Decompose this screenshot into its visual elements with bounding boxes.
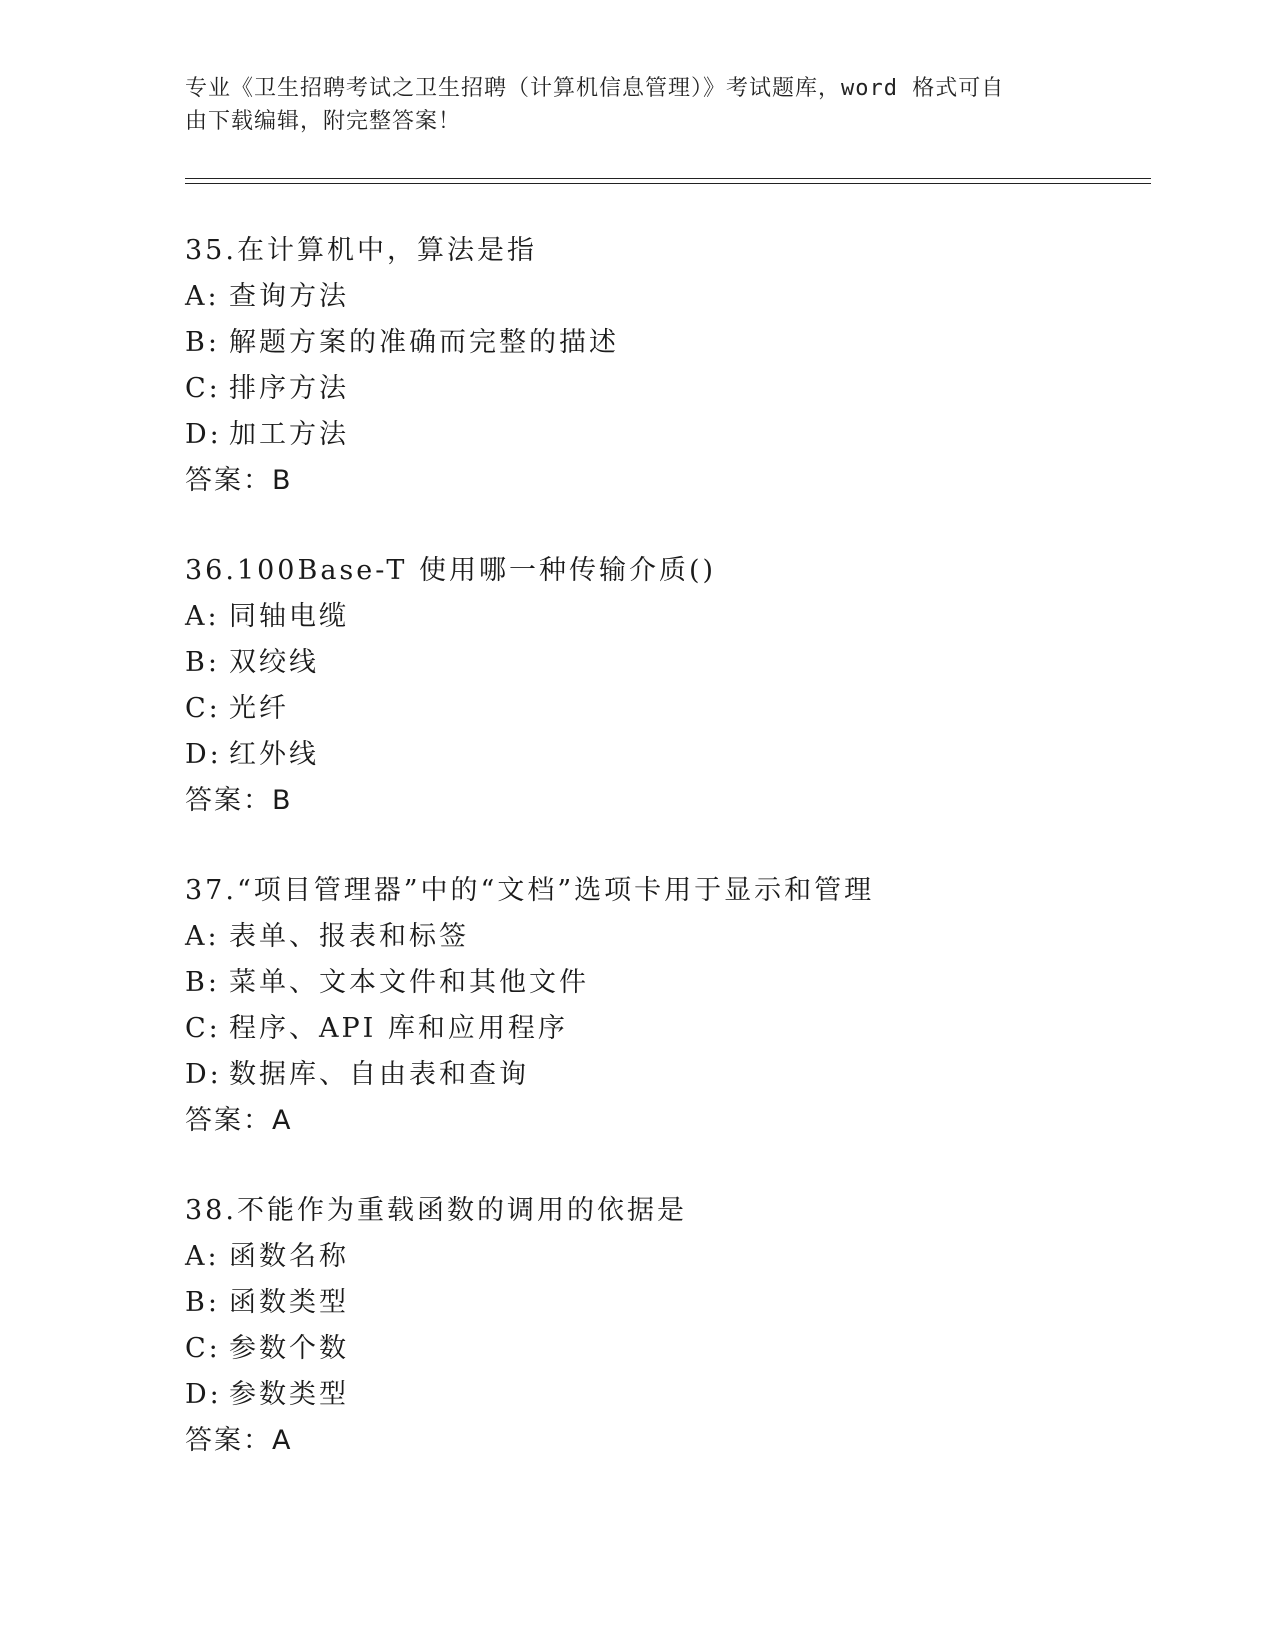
option-letter: D: — [185, 1379, 222, 1410]
option-d — [185, 1052, 1145, 1098]
option-d — [185, 412, 1145, 458]
option-letter: A: — [185, 921, 220, 952]
option-b — [185, 960, 1145, 1006]
option-letter: C: — [185, 693, 221, 724]
option-d — [185, 732, 1145, 778]
option-letter: A: — [185, 1241, 220, 1272]
option-c — [185, 686, 1145, 732]
option-text: 排序方法 — [229, 373, 349, 404]
option-letter: B: — [185, 327, 220, 358]
header-divider-bottom — [185, 183, 1151, 184]
option-letter: B: — [185, 1287, 220, 1318]
option-c — [185, 366, 1145, 412]
question-stem: 38.不能作为重载函数的调用的依据是 — [185, 1195, 687, 1226]
option-letter: C: — [185, 373, 221, 404]
option-text: 同轴电缆 — [229, 601, 349, 632]
option-c — [185, 1006, 1145, 1052]
option-text: 菜单、文本文件和其他文件 — [229, 967, 589, 998]
option-text: 加工方法 — [229, 419, 349, 450]
question-38 — [185, 1188, 1145, 1464]
answer-label: 答案：A — [185, 1425, 293, 1456]
header-divider-top — [185, 178, 1151, 179]
option-text: 解题方案的准确而完整的描述 — [229, 327, 619, 358]
question-35 — [185, 228, 1145, 504]
answer-label: 答案：B — [185, 465, 293, 496]
answer-label: 答案：B — [185, 785, 293, 816]
option-a — [185, 274, 1145, 320]
option-text: 表单、报表和标签 — [229, 921, 469, 952]
option-letter: D: — [185, 419, 222, 450]
option-text: 双绞线 — [229, 647, 319, 678]
header-line-1: 专业《卫生招聘考试之卫生招聘（计算机信息管理）》考试题库，word 格式可自 — [185, 76, 1005, 101]
question-stem: 37.“项目管理器”中的“文档”选项卡用于显示和管理 — [185, 875, 875, 906]
option-text: 参数类型 — [229, 1379, 349, 1410]
header-line-2: 由下载编辑，附完整答案！ — [185, 109, 462, 134]
option-text: 参数个数 — [229, 1333, 349, 1364]
option-b — [185, 640, 1145, 686]
question-stem: 35.在计算机中，算法是指 — [185, 235, 537, 266]
option-text: 红外线 — [229, 739, 319, 770]
option-text: 查询方法 — [229, 281, 349, 312]
answer-label: 答案：A — [185, 1105, 293, 1136]
option-letter: A: — [185, 601, 220, 632]
option-letter: B: — [185, 647, 220, 678]
question-37 — [185, 868, 1145, 1144]
option-a — [185, 1234, 1145, 1280]
option-text: 程序、API 库和应用程序 — [229, 1013, 568, 1044]
question-stem: 36.100Base-T 使用哪一种传输介质() — [185, 555, 717, 586]
option-text: 光纤 — [229, 693, 289, 724]
option-letter: D: — [185, 739, 222, 770]
option-letter: A: — [185, 281, 220, 312]
option-letter: D: — [185, 1059, 222, 1090]
option-text: 函数类型 — [229, 1287, 349, 1318]
option-text: 函数名称 — [229, 1241, 349, 1272]
option-b — [185, 320, 1145, 366]
document-header — [185, 72, 1085, 138]
option-letter: C: — [185, 1333, 221, 1364]
option-b — [185, 1280, 1145, 1326]
option-a — [185, 594, 1145, 640]
option-text: 数据库、自由表和查询 — [229, 1059, 529, 1090]
question-36 — [185, 548, 1145, 824]
option-a — [185, 914, 1145, 960]
option-d — [185, 1372, 1145, 1418]
option-letter: B: — [185, 967, 220, 998]
option-letter: C: — [185, 1013, 221, 1044]
option-c — [185, 1326, 1145, 1372]
